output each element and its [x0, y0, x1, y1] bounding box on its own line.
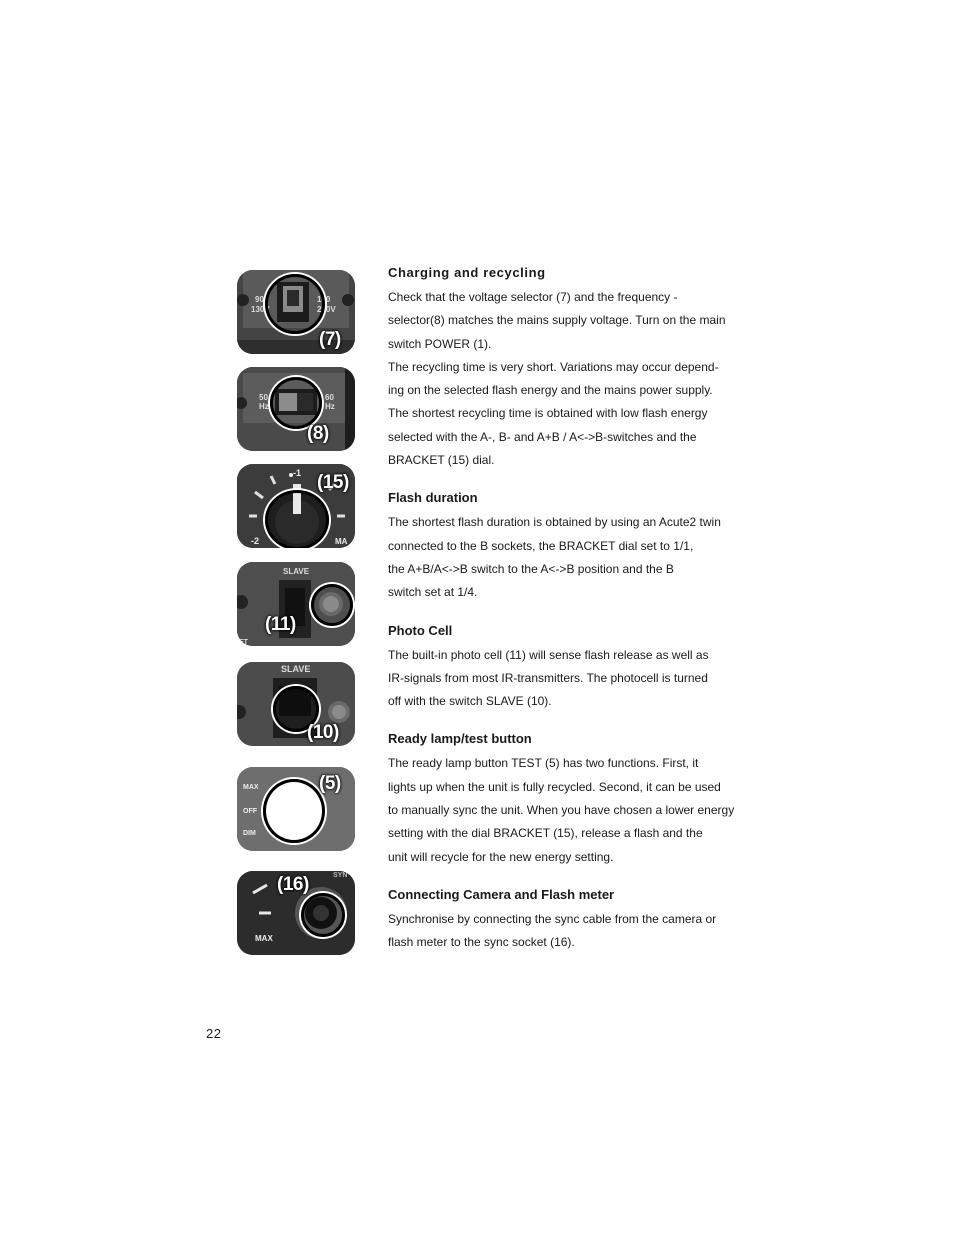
- svg-text:SLAVE: SLAVE: [283, 567, 310, 576]
- svg-text:130V: 130V: [251, 305, 270, 314]
- callout-label: (11): [265, 614, 296, 635]
- section-flash-duration: [388, 489, 748, 604]
- section-body: The shortest flash duration is obtained by using an Acute2 twin connected to the B sockets, the BRACKET dial set to 1/1, the A+B/A<->B switch to the A<->B position and the B switch set at 1/4.: [388, 515, 721, 600]
- svg-text:-2: -2: [251, 536, 260, 546]
- slave-switch-photo: [237, 662, 355, 746]
- svg-text:MA: MA: [335, 537, 348, 546]
- section-body: Synchronise by connecting the sync cable from the camera or flash meter to the sync socket (16).: [388, 911, 717, 950]
- callout-label: (10): [307, 722, 339, 743]
- photo-cell-photo: [237, 562, 355, 646]
- svg-text:180: 180: [317, 295, 331, 304]
- svg-text:DIM: DIM: [243, 830, 256, 837]
- svg-text:SYN: SYN: [333, 872, 348, 879]
- svg-text:ET: ET: [239, 639, 248, 646]
- page-number: 22: [206, 1026, 222, 1041]
- callout-label: (8): [307, 423, 329, 444]
- highlight-circle: [270, 377, 322, 429]
- instructions-column: [388, 264, 748, 955]
- svg-text:50: 50: [259, 393, 268, 402]
- section-heading: Ready lamp/test button: [388, 731, 532, 747]
- frequency-selector-photo: [237, 367, 355, 451]
- section-ready-lamp: [388, 730, 748, 868]
- svg-text:-1: -1: [293, 468, 302, 478]
- highlight-circle: [263, 779, 325, 843]
- callout-label: (7): [319, 329, 341, 350]
- svg-text:SLAVE: SLAVE: [281, 664, 311, 674]
- section-charging: [388, 264, 748, 472]
- callout-label: (16): [277, 874, 309, 895]
- section-body: The built-in photo cell (11) will sense flash release as well as IR-signals from most IR-transmitters. The photocell is turned off with the switch SLAVE (10).: [388, 647, 709, 709]
- section-body: Check that the voltage selector (7) and the frequency - selector(8) matches the mains supply voltage. Turn on the main switch POWER (1). The recycling time is very short. Variations may occur depend- ing on the selected flash energy and the mains power supply. The shortest recycling time is obtained with low flash energy selected with the A-, B- and A+B / A<->B-switches and the BRACKET (15) dial.: [388, 290, 726, 468]
- section-heading: Charging and recycling: [388, 265, 546, 280]
- section-photo-cell: [388, 622, 748, 714]
- svg-text:Hz: Hz: [325, 402, 335, 411]
- highlight-circle: [311, 584, 353, 626]
- svg-text:230V: 230V: [317, 305, 336, 314]
- svg-text:Hz: Hz: [259, 402, 269, 411]
- voltage-selector-photo: [237, 270, 355, 354]
- highlight-circle: [265, 274, 325, 334]
- section-heading: Flash duration: [388, 490, 478, 506]
- thumb-label: 90: [255, 295, 264, 304]
- callout-label: (15): [317, 472, 349, 493]
- section-connecting: [388, 886, 748, 955]
- test-button-photo: [237, 767, 355, 851]
- callout-label: (5): [319, 773, 341, 794]
- svg-text:MAX: MAX: [255, 934, 273, 943]
- section-body: The ready lamp button TEST (5) has two functions. First, it lights up when the unit is fully recycled. Second, it can be used to manually sync the unit. When you have chosen a lower energy setting with the dial BRACKET (15), release a flash and the unit will recycle for the new energy setting.: [388, 756, 735, 864]
- svg-text:60: 60: [325, 393, 334, 402]
- bracket-dial-photo: [237, 464, 355, 548]
- highlight-circle: [265, 490, 329, 548]
- highlight-circle: [301, 893, 345, 937]
- sync-socket-photo: [237, 871, 355, 955]
- section-heading: Photo Cell: [388, 622, 453, 638]
- section-heading: Connecting Camera and Flash meter: [388, 886, 615, 902]
- svg-text:MAX: MAX: [243, 784, 259, 791]
- svg-text:OFF: OFF: [243, 808, 257, 815]
